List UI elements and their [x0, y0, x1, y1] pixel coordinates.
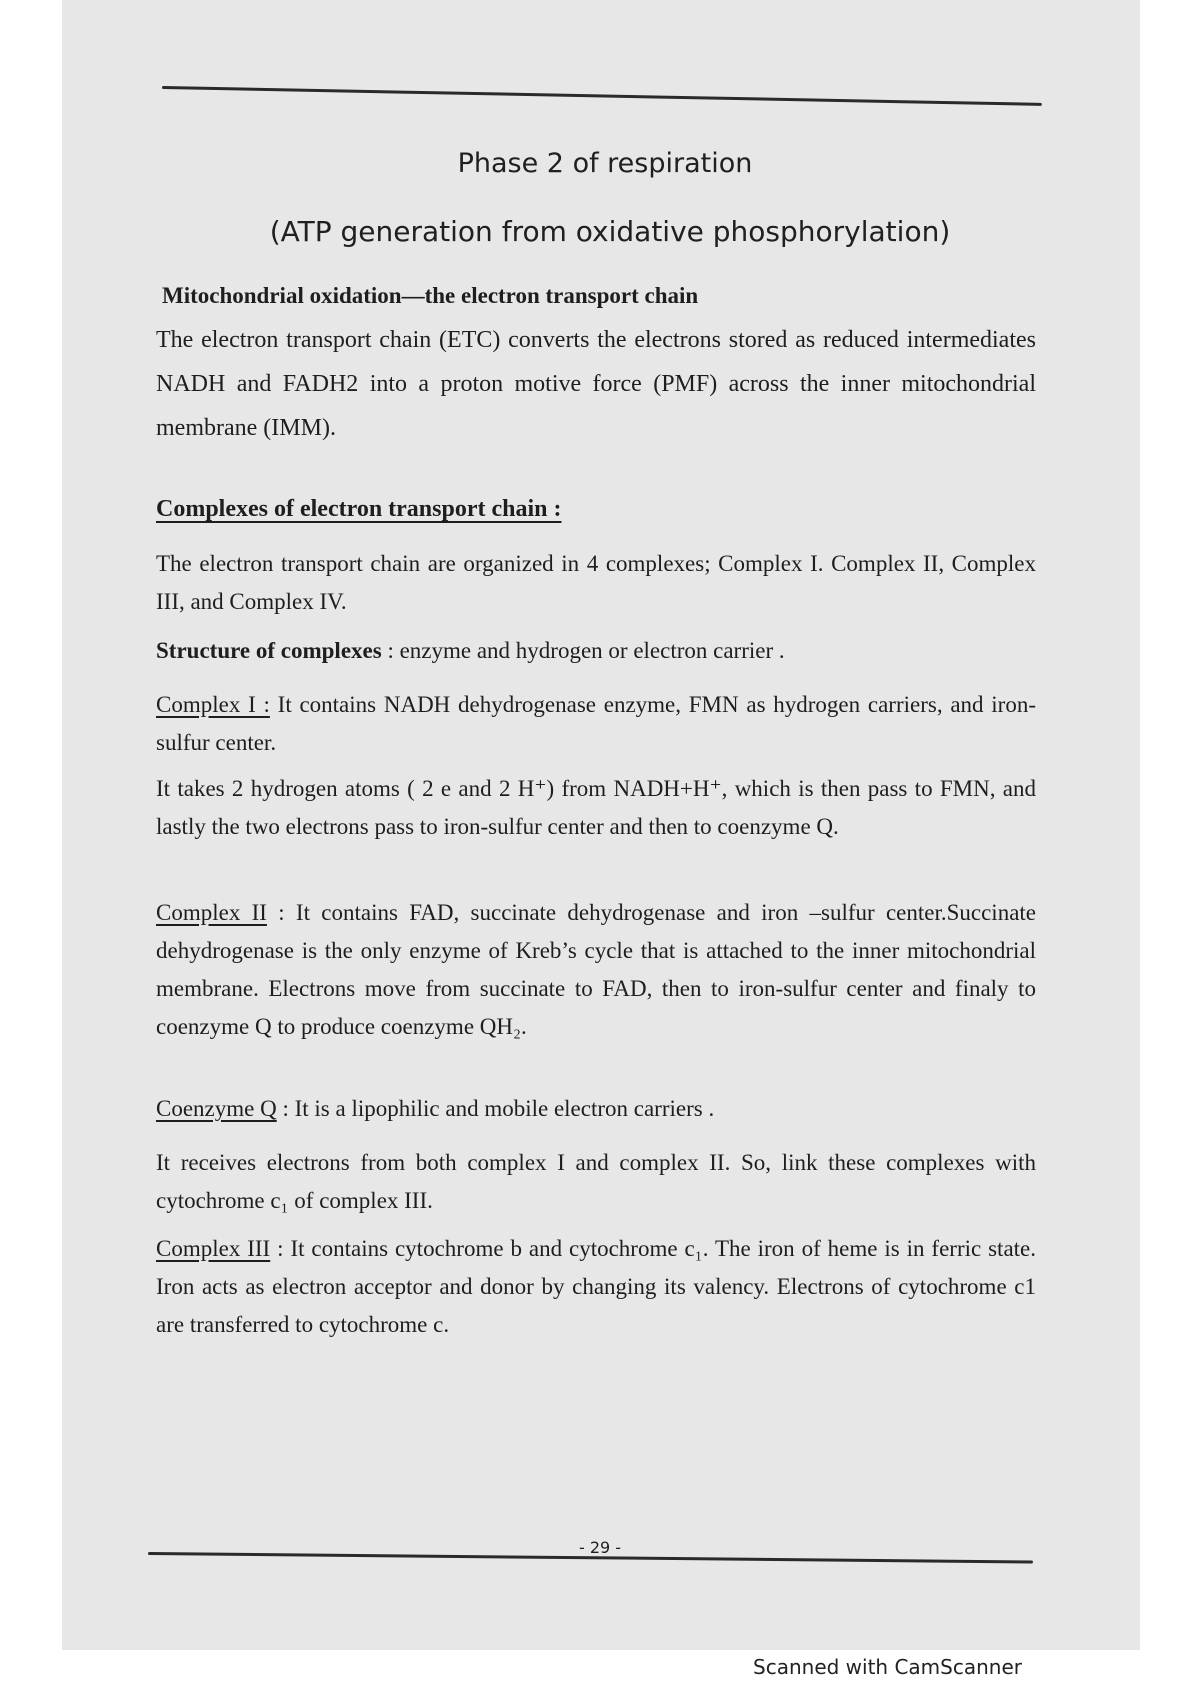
complex-1-text: It contains NADH dehydrogenase enzyme, FMN as hydrogen carriers, and iron- sulfur center.: [156, 692, 1037, 755]
complex-1-detail: It takes 2 hydrogen atoms ( 2 e and 2 H⁺) from NADH+H⁺, which is then pass to FMN, and lastly the two electrons pass to iron-sulfur center and then to coenzyme Q.: [156, 776, 1036, 839]
complex-3-label: Complex III: [156, 1236, 271, 1261]
structure-text: : enzyme and hydrogen or electron carrier .: [387, 638, 785, 663]
complex-3-paragraph: [156, 1230, 1036, 1344]
page-title: Phase 2 of respiration: [457, 148, 753, 179]
page-subtitle: (ATP generation from oxidative phosphorylation): [269, 215, 951, 248]
complex-2-text: : It contains FAD, succinate dehydrogenase and iron –sulfur center.Succinate dehydrogenase is the only enzyme of Kreb’s cycle that is attached to the inner mitochondrial membrane. Electrons move from succinate to FAD, then to iron-sulfur center and finaly to coenzyme Q to produce coenzyme QH₂.: [156, 900, 1036, 1039]
complex-3-text: : It contains cytochrome b and cytochrome c₁. The iron of heme is in ferric state. Iron acts as electron acceptor and donor by changing its valency. Electrons of cytochrome c1 are transferred to cytochrome c.: [156, 1236, 1037, 1337]
coenzyme-q-paragraph: [156, 1090, 1036, 1128]
coenzyme-q-text: : It is a lipophilic and mobile electron carriers .: [282, 1096, 715, 1121]
intro-paragraph: The electron transport chain (ETC) converts the electrons stored as reduced intermediates NADH and FADH2 into a proton motive force (PMF) across the inner mitochondrial membrane (IMM).: [156, 327, 1036, 441]
complex-1-label: Complex I :: [156, 692, 270, 717]
page-number: - 29 -: [578, 1538, 622, 1557]
structure-label: Structure of complexes: [156, 638, 382, 663]
scanner-watermark: Scanned with CamScanner: [753, 1655, 1022, 1679]
coenzyme-q-label: Coenzyme Q: [156, 1096, 277, 1121]
complex-2-paragraph: [156, 894, 1036, 1046]
complex-1-paragraph: [156, 686, 1036, 762]
complexes-heading-row: [156, 490, 1036, 528]
structure-paragraph: [156, 632, 1036, 670]
complex-2-label: Complex II: [156, 900, 267, 925]
section-heading: Mitochondrial oxidation—the electron transport chain: [162, 283, 699, 308]
complexes-heading: Complexes of electron transport chain :: [156, 496, 562, 522]
coenzyme-q-detail: It receives electrons from both complex I and complex II. So, link these complexes with cytochrome c₁ of complex III.: [156, 1150, 1036, 1213]
complexes-paragraph: The electron transport chain are organized in 4 complexes; Complex I. Complex II, Complex III, and Complex IV.: [156, 551, 1036, 614]
